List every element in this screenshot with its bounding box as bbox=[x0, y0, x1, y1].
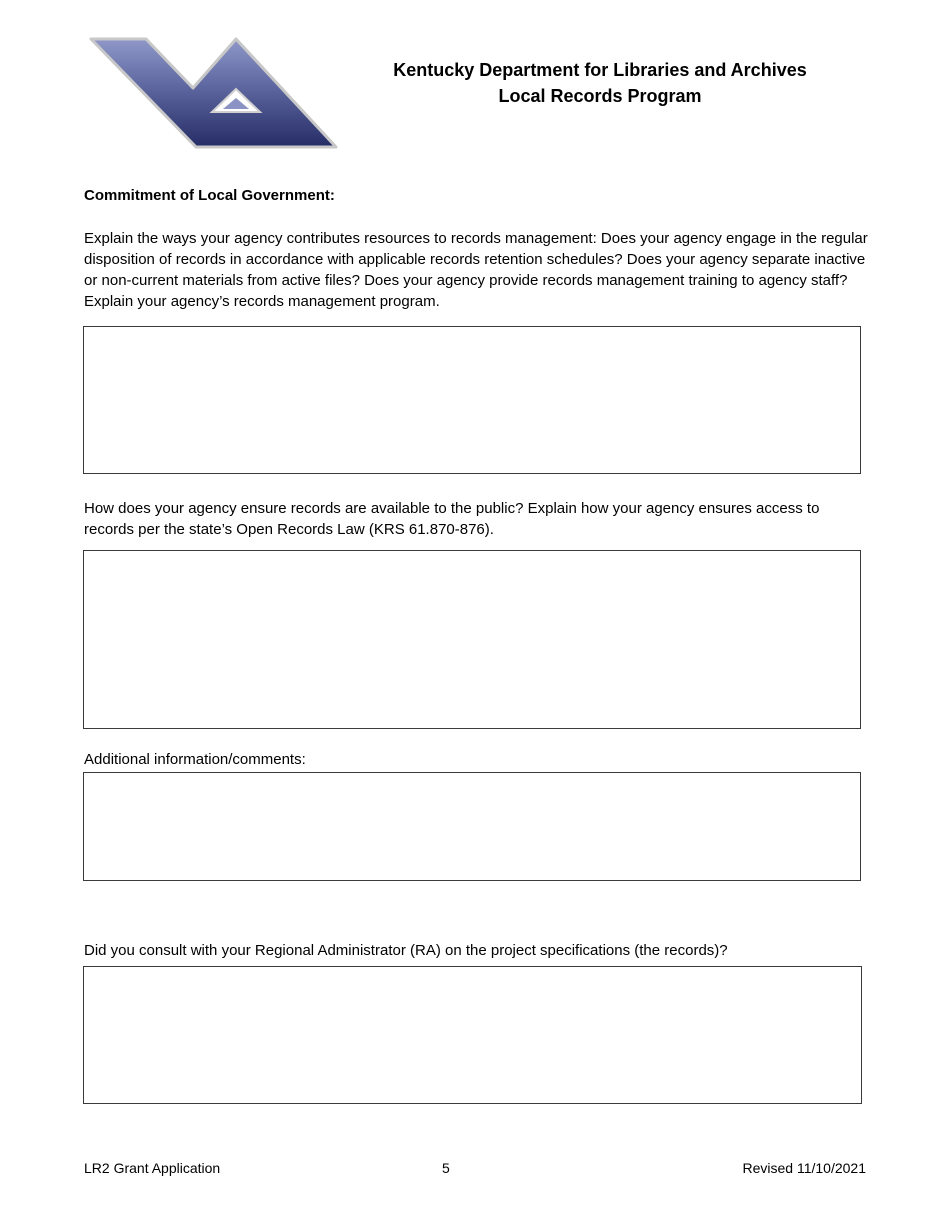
question-1-prompt: Explain the ways your agency contributes resources to records management: Does your agency engage in the regular disposition of records in accordance with applicable records retention schedules? Does your agency separate inactive or non-current materials from active files? Does your agency provide records management training to agency staff? Explain your agency’s records management program. bbox=[84, 230, 868, 310]
footer-revised-date: Revised 11/10/2021 bbox=[742, 1160, 866, 1176]
question-4-answer-box bbox=[83, 966, 862, 1104]
question-2-answer-field[interactable] bbox=[84, 551, 860, 728]
question-3-answer-box bbox=[83, 772, 861, 881]
question-2-answer-box bbox=[83, 550, 861, 729]
page-title bbox=[380, 57, 820, 109]
question-4-answer-field[interactable] bbox=[84, 967, 861, 1103]
question-3-prompt: Additional information/comments: bbox=[84, 751, 306, 768]
footer-form-name: LR2 Grant Application bbox=[84, 1160, 221, 1176]
title-line-1: Kentucky Department for Libraries and Archives bbox=[393, 60, 807, 80]
question-4-prompt: Did you consult with your Regional Administrator (RA) on the project specifications (the records)? bbox=[84, 942, 728, 959]
section-heading: Commitment of Local Government: bbox=[84, 187, 335, 204]
question-1-answer-box bbox=[83, 326, 861, 474]
question-1-answer-field[interactable] bbox=[84, 327, 860, 473]
title-line-2: Local Records Program bbox=[498, 86, 702, 106]
footer-page-number: 5 bbox=[442, 1160, 450, 1176]
question-3-answer-field[interactable] bbox=[84, 773, 860, 880]
kdla-logo-icon bbox=[88, 36, 340, 154]
question-2-prompt: How does your agency ensure records are available to the public? Explain how your agency ensures access to records per the state’s Open Records Law (KRS 61.870-876). bbox=[84, 500, 820, 538]
